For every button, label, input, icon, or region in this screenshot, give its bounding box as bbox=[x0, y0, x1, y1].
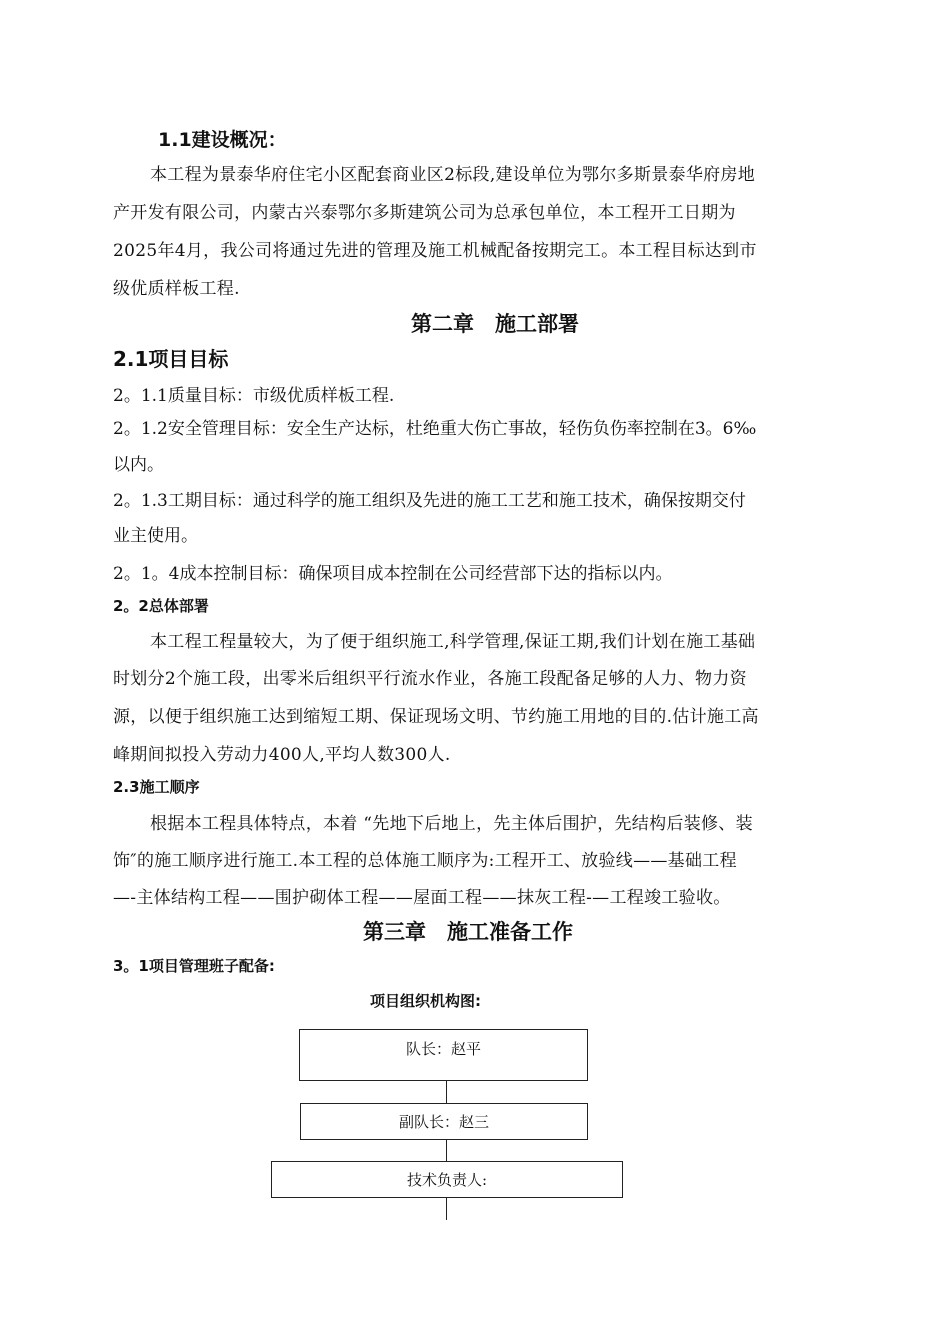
section-2-2-heading: 2。2总体部署 bbox=[113, 597, 209, 615]
s21-line-4: 2。1.3工期目标：通过科学的施工组织及先进的施工工艺和施工技术，确保按期交付 bbox=[113, 491, 746, 511]
s21-line-2: 2。1.2安全管理目标：安全生产达标，杜绝重大伤亡事故，轻伤负伤率控制在3。6‰ bbox=[113, 419, 757, 439]
section-1-1-heading: 1.1建设概况： bbox=[158, 129, 287, 151]
s23-line-3: —-主体结构工程——围护砌体工程——屋面工程——抹灰工程-—工程竣工验收。 bbox=[113, 888, 731, 908]
org-box-leader bbox=[299, 1029, 588, 1081]
s22-line-3: 源，以便于组织施工达到缩短工期、保证现场文明、节约施工用地的目的.估计施工高 bbox=[113, 707, 759, 727]
s11-line-1: 本工程为景泰华府住宅小区配套商业区2标段,建设单位为鄂尔多斯景泰华府房地 bbox=[150, 165, 756, 185]
section-3-1-heading: 3。1项目管理班子配备: bbox=[113, 957, 275, 975]
s22-line-1: 本工程工程量较大，为了便于组织施工,科学管理,保证工期,我们计划在施工基础 bbox=[150, 632, 756, 652]
org-tech-label: 技术负责人: bbox=[406, 1171, 488, 1189]
s21-line-3: 以内。 bbox=[113, 455, 164, 475]
org-deputy-label: 副队长：赵三 bbox=[398, 1113, 489, 1131]
s11-line-4: 级优质样板工程. bbox=[113, 279, 240, 299]
org-chart-title: 项目组织机构图: bbox=[370, 992, 481, 1010]
s21-line-1: 2。1.1质量目标：市级优质样板工程. bbox=[113, 386, 395, 406]
s23-line-2: 饰″的施工顺序进行施工.本工程的总体施工顺序为:工程开工、放验线——基础工程 bbox=[113, 851, 737, 871]
org-leader-label: 队长：赵平 bbox=[405, 1040, 481, 1058]
s11-line-2: 产开发有限公司，内蒙古兴泰鄂尔多斯建筑公司为总承包单位，本工程开工日期为 bbox=[113, 203, 736, 223]
org-box-deputy bbox=[300, 1103, 588, 1140]
org-box-tech bbox=[271, 1161, 623, 1198]
s22-line-2: 时划分2个施工段，出零米后组织平行流水作业，各施工段配备足够的人力、物力资 bbox=[113, 669, 747, 689]
s21-line-5: 业主使用。 bbox=[113, 526, 198, 546]
chapter-3-title: 第三章 施工准备工作 bbox=[363, 920, 573, 944]
section-2-3-heading: 2.3施工顺序 bbox=[113, 778, 200, 796]
org-connector-1 bbox=[446, 1081, 447, 1103]
section-2-1-heading: 2.1项目目标 bbox=[113, 347, 229, 371]
org-connector-2 bbox=[446, 1140, 447, 1161]
org-connector-3 bbox=[446, 1198, 447, 1220]
s23-line-1: 根据本工程具体特点，本着 “先地下后地上，先主体后围护，先结构后装修、装 bbox=[150, 814, 753, 834]
s21-line-6: 2。1。4成本控制目标：确保项目成本控制在公司经营部下达的指标以内。 bbox=[113, 564, 673, 584]
chapter-2-title: 第二章 施工部署 bbox=[411, 312, 579, 336]
s11-line-3: 2025年4月，我公司将通过先进的管理及施工机械配备按期完工。本工程目标达到市 bbox=[113, 241, 757, 261]
s22-line-4: 峰期间拟投入劳动力400人,平均人数300人. bbox=[113, 745, 451, 765]
